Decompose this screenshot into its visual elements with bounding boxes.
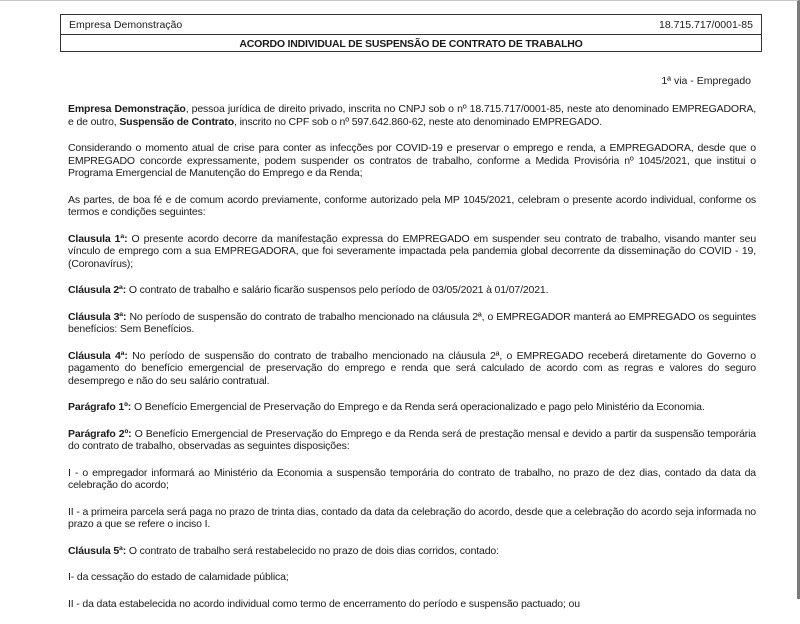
clause-3: [68, 311, 756, 336]
clause-4: [68, 350, 756, 388]
company-name: Empresa Demonstração: [69, 18, 183, 31]
paragraph-text: O Benefício Emergencial de Preservação do Emprego e da Renda será de prestação mensal e devido a partir da suspensão temporária do contrato de trabalho, observadas as seguintes disposições:: [68, 427, 756, 452]
paragraph-considering: Considerando o momento atual de crise para conter as infecções por COVID-19 e preservar o emprego e renda, a EMPREGADORA, desde que o EMPREGADO concorde expressamente, podem suspender os contratos de trabalho, conforme a Medida Provisória nº 1045/2021, que institui o Programa Emergencial de Manutenção do Emprego e da Renda;: [68, 142, 756, 179]
copy-label: 1ª via - Empregado: [661, 75, 751, 87]
clause-label: Cláusula 4ª:: [68, 349, 128, 362]
clause-text: O contrato de trabalho e salário ficarão suspensos pelo período de 03/05/2021 à 01/07/2021.: [126, 284, 549, 296]
document-body: [68, 103, 756, 624]
paragraph-1: [68, 401, 756, 414]
clause-label: Cláusula 3ª:: [68, 310, 127, 323]
employee-name-bold: Suspensão de Contrato: [119, 115, 235, 128]
clause-5: [68, 545, 756, 558]
clause-text: O contrato de trabalho será restabelecido no prazo de dois dias corridos, contado:: [126, 544, 499, 557]
header-company-row: [61, 15, 761, 35]
paragraph-label: Parágrafo 1º:: [68, 401, 132, 413]
clause-1: [68, 233, 756, 271]
paragraph-text: O Benefício Emergencial de Preservação do Emprego e da Renda será operacionalizado e pago pelo Ministério da Economia.: [131, 401, 705, 413]
clause-text: No período de suspensão do contrato de trabalho mencionado na cláusula 2ª, o EMPREGADO receberá diretamente do Governo o pagamento do benefício emergencial de preservação do emprego e renda que será calculado de acordo com as regras e valores do seguro desemprego e não do seu salário contratual.: [68, 349, 756, 387]
clause-5-item-ii: II - da data estabelecida no acordo individual como termo de encerramento do período e suspensão pactuado; ou: [68, 597, 580, 610]
document-title: ACORDO INDIVIDUAL DE SUSPENSÃO DE CONTRATO DE TRABALHO: [239, 37, 583, 50]
company-cnpj: 18.715.717/0001-85: [658, 18, 753, 31]
clause-label: Cláusula 2ª:: [68, 284, 127, 296]
item-ii: II - a primeira parcela será paga no prazo de trinta dias, contado da data da celebração do acordo, desde que a celebração do acordo seja informada no prazo a que se refere o inciso I.: [68, 505, 756, 530]
clause-2: [68, 284, 756, 297]
paragraph-agreement: As partes, de boa fé e de comum acordo previamente, conforme autorizado pela MP 1045/2021, celebram o presente acordo individual, conforme os termos e condições seguintes:: [68, 193, 756, 218]
clause-label: Cláusula 5ª:: [68, 544, 127, 557]
paragraph-2: [68, 428, 756, 453]
clause-text: O presente acordo decorre da manifestação expressa do EMPREGADO em suspender seu contrato de trabalho, visando manter seu vínculo de emprego com a sua EMPREGADORA, que foi severamente impactada pela pandemia global decorrente da disseminação do COVID - 19, (Coronavírus);: [68, 232, 757, 270]
company-name-bold: Empresa Demonstração: [68, 103, 186, 115]
clause-5-item-i: I- da cessação do estado de calamidade pública;: [68, 571, 289, 583]
paragraph-text: , pessoa jurídica de direito privado, inscrita no CNPJ sob o nº 18.715.717/0001-85, neste ato denominado EMPREGADORA, e de outro,: [68, 103, 756, 128]
paragraph-text: , inscrito no CPF sob o nº 597.642.860-62, neste ato denominado EMPREGADO.: [234, 115, 603, 128]
clause-label: Clausula 1ª:: [68, 232, 128, 245]
paragraph-label: Parágrafo 2º:: [68, 427, 132, 440]
document-header: [60, 14, 762, 52]
paragraph-parties: [68, 103, 756, 128]
item-i: I - o empregador informará ao Ministério da Economia a suspensão temporária do contrato de trabalho, no prazo de dez dias, contado da data da celebração do acordo;: [68, 466, 756, 491]
clause-text: No período de suspensão do contrato de trabalho mencionado na cláusula 2ª, o EMPREGADOR manterá ao EMPREGADO os seguintes benefícios: Sem Benefícios.: [68, 310, 757, 335]
